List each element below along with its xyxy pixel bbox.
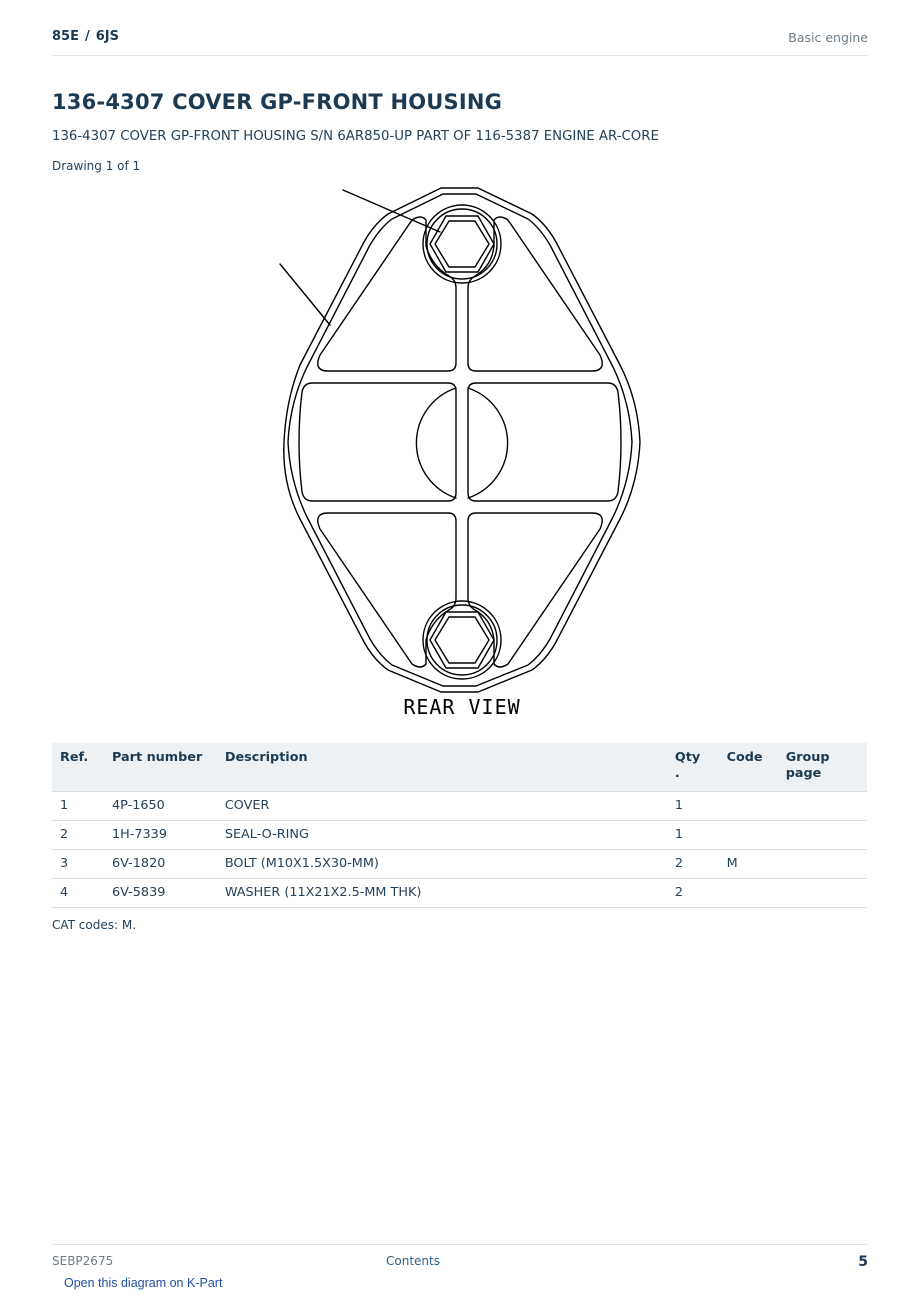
cell-code: M bbox=[719, 850, 778, 879]
top-bolt-hex-outer bbox=[430, 216, 494, 272]
header-qty: Qty . bbox=[667, 743, 719, 792]
center-boss-right bbox=[468, 388, 508, 498]
open-on-kpart-link[interactable]: Open this diagram on K-Part bbox=[64, 1276, 223, 1290]
page-title: 136-4307 COVER GP-FRONT HOUSING bbox=[52, 90, 503, 114]
cell-qty: 2 bbox=[667, 879, 719, 908]
cell-group-page bbox=[778, 792, 867, 821]
cell-ref: 2 bbox=[52, 821, 104, 850]
center-boss-left bbox=[416, 388, 456, 498]
cell-code bbox=[719, 821, 778, 850]
cell-description: WASHER (11X21X2.5-MM THK) bbox=[217, 879, 667, 908]
header-description: Description bbox=[217, 743, 667, 792]
cell-group-page bbox=[778, 879, 867, 908]
contents-link[interactable]: Contents bbox=[386, 1254, 440, 1268]
footer-doc-number: SEBP2675 bbox=[52, 1254, 114, 1268]
page-header bbox=[52, 28, 868, 56]
header-ref: Ref. bbox=[52, 743, 104, 792]
view-label: REAR VIEW bbox=[403, 695, 521, 719]
header-part-number: Part number bbox=[104, 743, 217, 792]
cell-group-page bbox=[778, 850, 867, 879]
cell-description: COVER bbox=[217, 792, 667, 821]
cell-code bbox=[719, 879, 778, 908]
parts-diagram bbox=[250, 180, 670, 725]
pocket-top-left bbox=[318, 217, 456, 371]
top-bolt-hex-inner bbox=[435, 221, 489, 267]
page-subtitle: 136-4307 COVER GP-FRONT HOUSING S/N 6AR850-UP PART OF 116-5387 ENGINE AR-CORE bbox=[52, 129, 659, 144]
cell-qty: 2 bbox=[667, 850, 719, 879]
header-group-page: Group page bbox=[778, 743, 867, 792]
table-row bbox=[52, 850, 867, 879]
cell-description: SEAL-O-RING bbox=[217, 821, 667, 850]
cover-drawing bbox=[250, 180, 670, 725]
cell-qty: 1 bbox=[667, 792, 719, 821]
leader-line-cover bbox=[280, 264, 330, 325]
cell-description: BOLT (M10X1.5X30-MM) bbox=[217, 850, 667, 879]
page-number: 5 bbox=[858, 1254, 868, 1270]
cat-codes-note: CAT codes: M. bbox=[52, 918, 137, 932]
page-footer bbox=[52, 1244, 868, 1275]
table-row bbox=[52, 879, 867, 908]
cell-group-page bbox=[778, 821, 867, 850]
bottom-bolt-hex-inner bbox=[435, 617, 489, 663]
cell-ref: 1 bbox=[52, 792, 104, 821]
header-serial-prefix: 6JS bbox=[95, 29, 119, 44]
cell-code bbox=[719, 792, 778, 821]
parts-table bbox=[52, 743, 867, 908]
cell-ref: 4 bbox=[52, 879, 104, 908]
cell-part-number: 6V-5839 bbox=[104, 879, 217, 908]
header-code: Code bbox=[719, 743, 778, 792]
header-model: 85E bbox=[52, 29, 79, 44]
cell-part-number: 4P-1650 bbox=[104, 792, 217, 821]
cell-qty: 1 bbox=[667, 821, 719, 850]
drawing-count: Drawing 1 of 1 bbox=[52, 159, 141, 173]
bottom-boss-inner bbox=[427, 605, 497, 675]
pocket-bottom-left bbox=[318, 513, 456, 667]
top-boss-inner bbox=[427, 209, 497, 279]
pocket-bottom-right bbox=[468, 513, 602, 667]
header-section: Basic engine bbox=[788, 30, 868, 45]
bottom-bolt-hex-outer bbox=[430, 612, 494, 668]
pocket-top-right bbox=[468, 217, 602, 371]
cell-ref: 3 bbox=[52, 850, 104, 879]
cell-part-number: 6V-1820 bbox=[104, 850, 217, 879]
header-separator: / bbox=[84, 29, 90, 44]
header-breadcrumb bbox=[52, 29, 119, 44]
cell-part-number: 1H-7339 bbox=[104, 821, 217, 850]
table-row bbox=[52, 792, 867, 821]
table-row bbox=[52, 821, 867, 850]
table-header-row bbox=[52, 743, 867, 792]
